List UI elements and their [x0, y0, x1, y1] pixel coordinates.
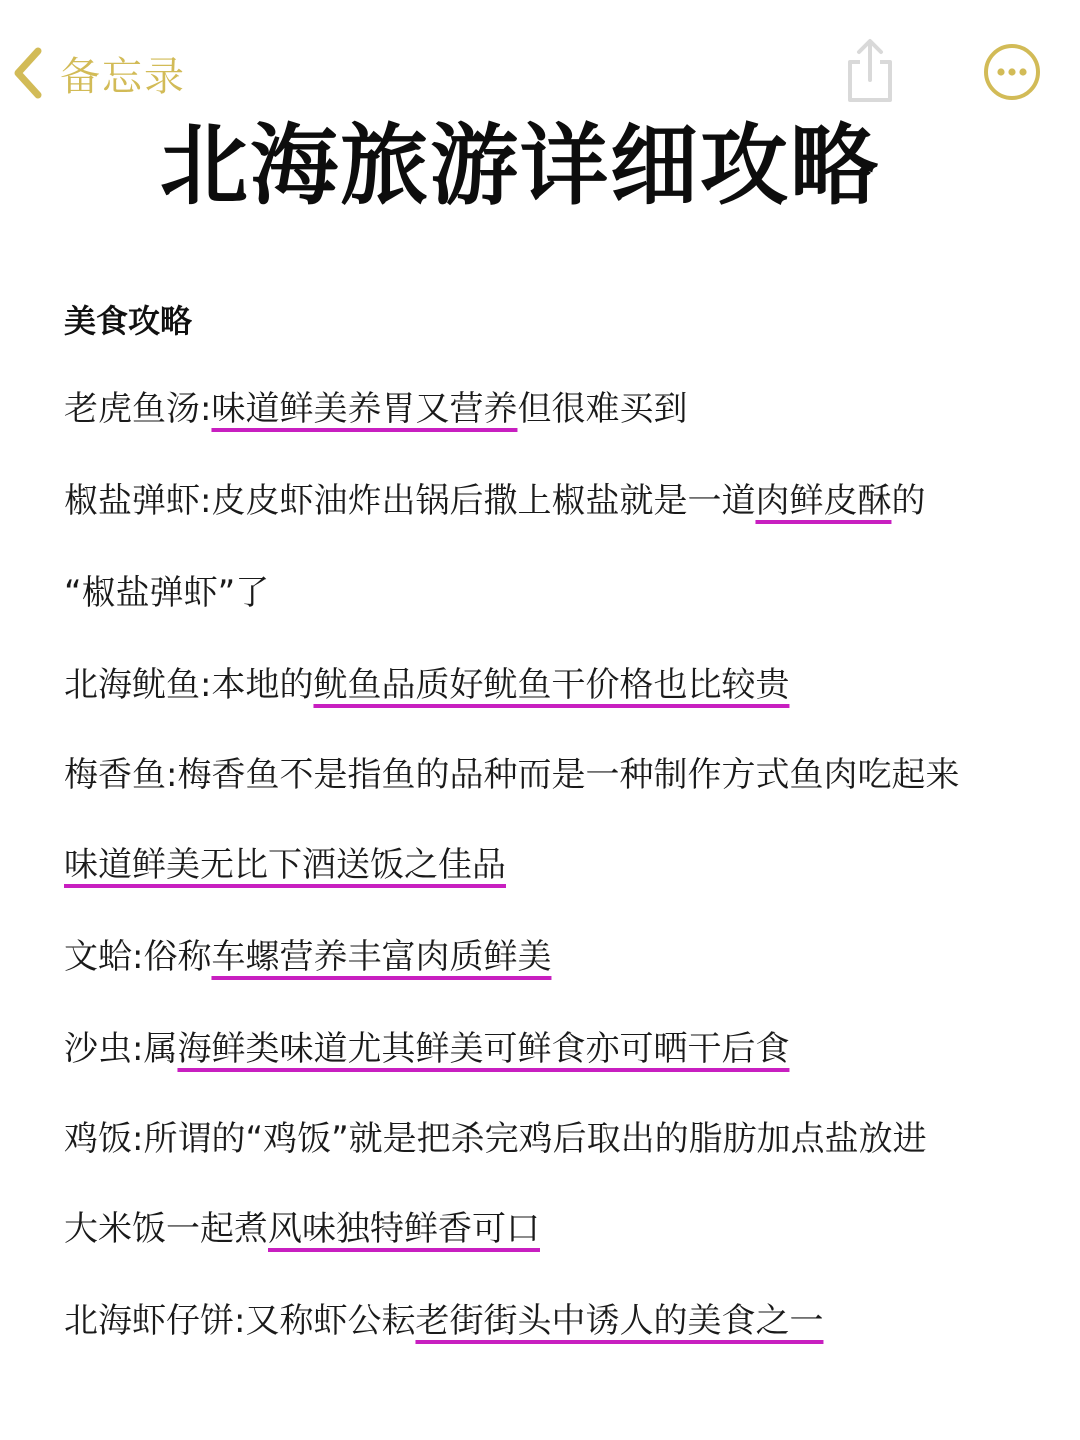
note-line [64, 570, 269, 616]
highlighted-text: 风味独特鲜香可口 [268, 1209, 540, 1249]
highlighted-text: 车螺营养丰富肉质鲜美 [211, 937, 552, 977]
line-text: 大米饭一起煮 [64, 1209, 268, 1249]
highlighted-text: 味道鲜美无比下酒送饭之佳品 [64, 845, 506, 885]
chevron-left-icon [10, 45, 44, 101]
line-text: 文蛤:俗称 [64, 937, 212, 977]
line-text: 沙虫:属 [64, 1029, 178, 1069]
line-text: “椒盐弹虾”了 [64, 573, 270, 613]
note-line [64, 1026, 789, 1072]
highlighted-text: 老街街头中诱人的美食之一 [415, 1301, 824, 1341]
share-button[interactable] [840, 36, 900, 106]
note-line [64, 1298, 823, 1344]
page-title: 北海旅游详细攻略 [159, 114, 880, 217]
line-text: 椒盐弹虾:皮皮虾油炸出锅后撒上椒盐就是一道 [64, 481, 756, 521]
line-text: 老虎鱼汤: [64, 389, 212, 429]
note-line [64, 1116, 927, 1162]
highlighted-text: 海鲜类味道尤其鲜美可鲜食亦可晒干后食 [177, 1029, 790, 1069]
line-text: 的 [891, 481, 926, 521]
note-line [64, 934, 551, 980]
highlighted-text: 肉鲜皮酥 [755, 481, 892, 521]
note-line [64, 662, 789, 708]
share-icon [840, 36, 900, 106]
line-text: 梅香鱼:梅香鱼不是指鱼的品种而是一种制作方式鱼肉吃起来 [64, 755, 960, 795]
note-line [64, 752, 959, 798]
note-line [64, 478, 925, 524]
note-line [64, 1206, 540, 1252]
line-text: 鸡饭:所谓的“鸡饭”就是把杀完鸡后取出的脂肪加点盐放进 [64, 1119, 927, 1159]
highlighted-text: 味道鲜美养胃又营养 [211, 389, 518, 429]
line-text: 北海鱿鱼:本地的 [64, 665, 314, 705]
line-text: 北海虾仔饼:又称虾公耘 [64, 1301, 416, 1341]
more-icon [982, 42, 1042, 102]
more-button[interactable] [982, 42, 1042, 102]
back-button[interactable] [10, 38, 186, 108]
note-line [64, 842, 506, 888]
section-heading: 美食攻略 [64, 302, 193, 340]
note-line [64, 386, 687, 432]
line-text: 但很难买到 [517, 389, 688, 429]
nav-bar [0, 0, 1080, 120]
back-label: 备忘录 [60, 53, 186, 100]
highlighted-text: 鱿鱼品质好鱿鱼干价格也比较贵 [313, 665, 790, 705]
